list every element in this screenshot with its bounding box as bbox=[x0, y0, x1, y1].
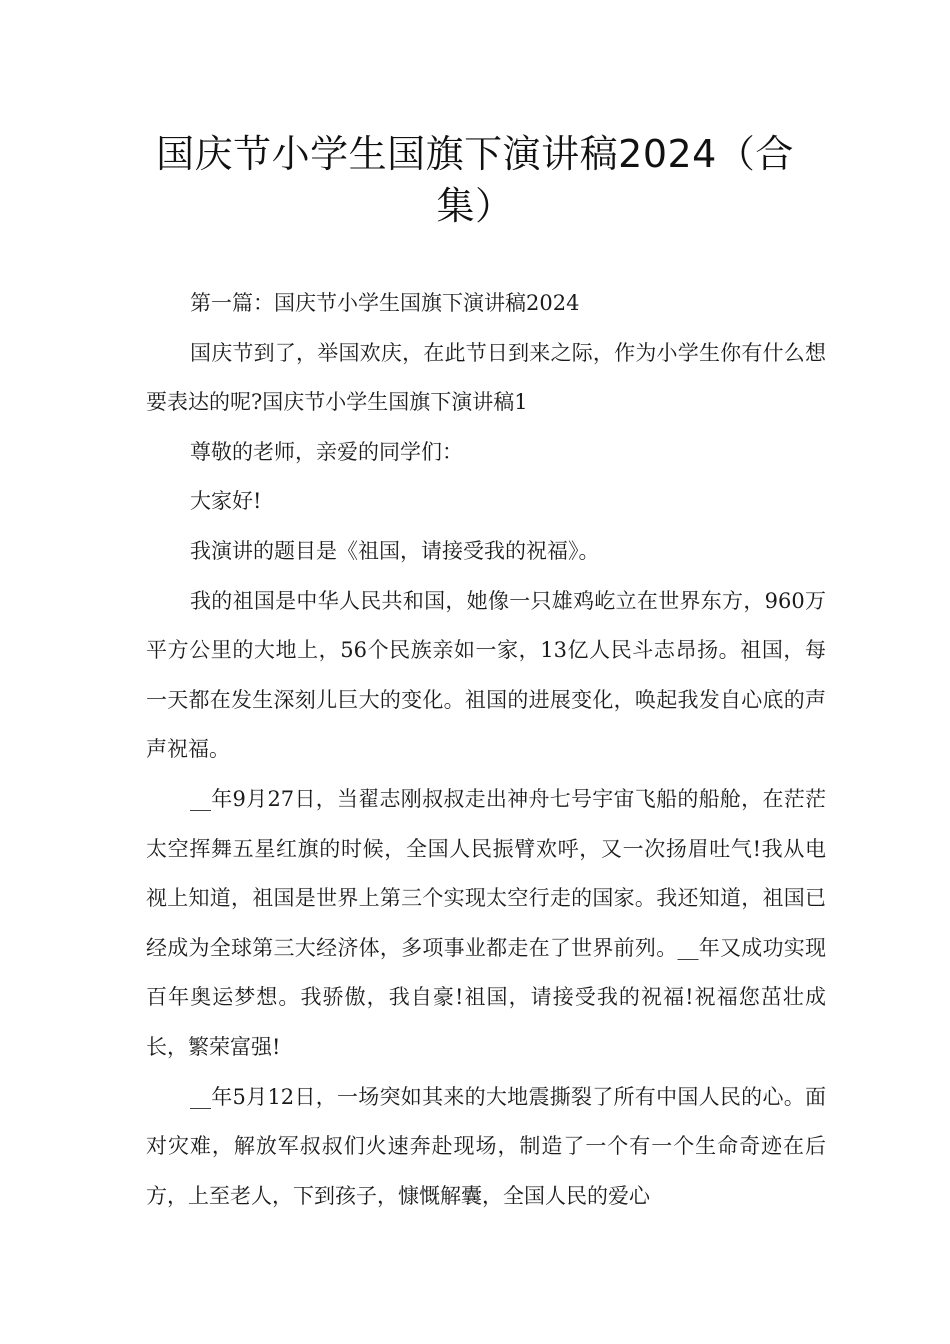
paragraph-greeting: 大家好! bbox=[190, 489, 262, 514]
paragraph-earthquake: __年5月12日，一场突如其来的大地震撕裂了所有中国人民的心。面对灾难，解放军叔叔们火速奔赴现场，制造了一个有一个生命奇迹在后方，上至老人，下到孩子，慷慨解囊，全国人民的爱心 bbox=[146, 1084, 826, 1208]
document-title: 国庆节小学生国旗下演讲稿2024（合集） bbox=[156, 132, 794, 228]
paragraph-salutation: 尊敬的老师，亲爱的同学们： bbox=[190, 439, 463, 464]
document-body bbox=[146, 279, 826, 1221]
paragraph-speech-topic: 我演讲的题目是《祖国，请接受我的祝福》。 bbox=[190, 538, 600, 563]
paragraph-section-heading: 第一篇：国庆节小学生国旗下演讲稿2024 bbox=[190, 291, 580, 315]
paragraph-motherland: 我的祖国是中华人民共和国，她像一只雄鸡屹立在世界东方，960万平方公里的大地上，56个民族亲如一家，13亿人民斗志昂扬。祖国，每一天都在发生深刻儿巨大的变化。祖国的进展变化，唤起我发自心底的声声祝福。 bbox=[146, 588, 826, 762]
paragraph-space-walk: __年9月27日，当翟志刚叔叔走出神舟七号宇宙飞船的船舱，在茫茫太空挥舞五星红旗的时候，全国人民振臂欢呼，又一次扬眉吐气!我从电视上知道，祖国是世界上第三个实现太空行走的国家。我还知道，祖国已经成为全球第三大经济体，多项事业都走在了世界前列。__年又成功实现百年奥运梦想。我骄傲，我自豪!祖国，请接受我的祝福!祝福您茁壮成长，繁荣富强! bbox=[146, 786, 826, 1059]
paragraph-intro: 国庆节到了，举国欢庆，在此节日到来之际，作为小学生你有什么想要表达的呢?国庆节小学生国旗下演讲稿1 bbox=[146, 340, 826, 415]
